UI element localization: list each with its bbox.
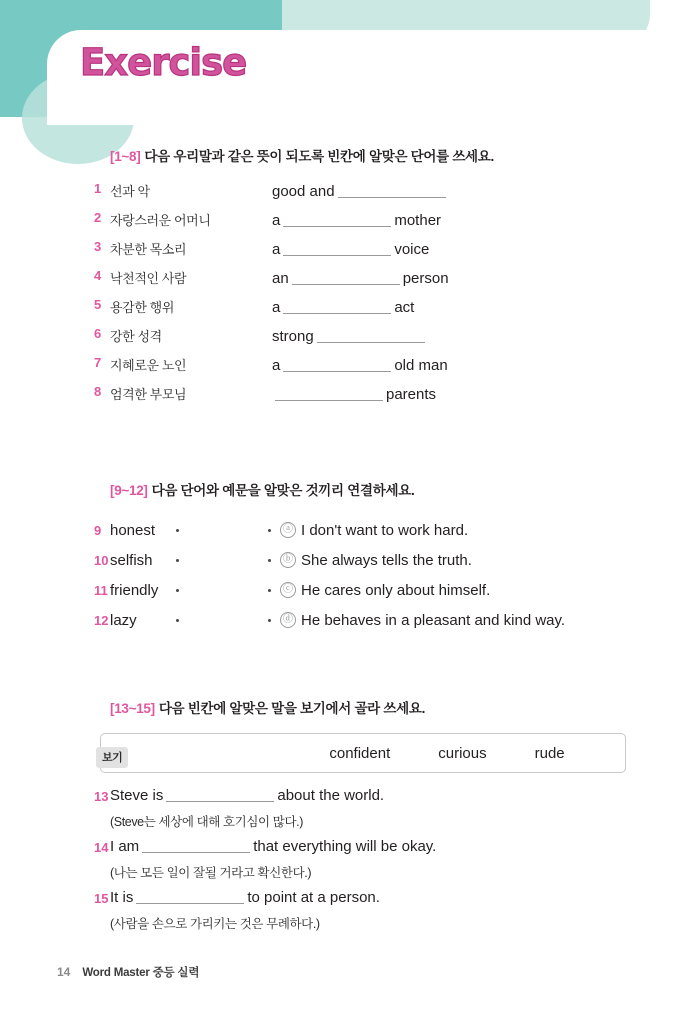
phrase-before: a: [272, 212, 281, 229]
matching-word: selfish: [110, 551, 153, 569]
question-number: 12: [94, 612, 109, 628]
page-number: 14: [57, 965, 71, 979]
sentence-korean: (사람을 손으로 가리키는 것은 무례하다.): [110, 917, 320, 931]
question-number: 2: [94, 210, 102, 225]
question-korean: 낙천적인 사람: [110, 271, 187, 286]
match-dot-right[interactable]: [268, 619, 271, 622]
question-korean: 지혜로운 노인: [110, 358, 187, 373]
choice-letter-icon: ⓐ: [280, 522, 296, 538]
section2-range: [9~12]: [110, 483, 148, 498]
section3-heading: [0, 697, 691, 717]
phrase-after: about the world.: [277, 787, 385, 804]
match-dot-right[interactable]: [268, 529, 271, 532]
phrase-before: Steve is: [110, 787, 164, 804]
section2-instruction: 다음 단어와 예문을 알맞은 것끼리 연결하세요.: [151, 483, 415, 498]
match-dot-left[interactable]: [176, 529, 179, 532]
phrase-before: a: [272, 299, 281, 316]
phrase-after: to point at a person.: [247, 889, 380, 906]
question-number: 6: [94, 326, 102, 341]
match-dot-right[interactable]: [268, 589, 271, 592]
question-english: [272, 328, 428, 345]
matching-row: [0, 605, 691, 635]
matching-word: honest: [110, 521, 156, 539]
answer-blank[interactable]: [338, 183, 446, 198]
section2-heading: [0, 479, 691, 499]
sentence-english: [110, 787, 691, 811]
answer-blank[interactable]: [283, 212, 391, 227]
phrase-after: that everything will be okay.: [253, 838, 437, 855]
sentence-english: [110, 838, 691, 862]
phrase-before: a: [272, 357, 281, 374]
sentence-question: [0, 787, 691, 830]
question-number: 1: [94, 181, 102, 196]
question-korean: 강한 성격: [110, 329, 162, 344]
page-body: [0, 125, 691, 940]
phrase-after: parents: [386, 386, 437, 403]
question-english: [272, 386, 436, 403]
question-english: [272, 357, 448, 374]
word-choice[interactable]: rude: [534, 744, 565, 762]
question-number: 15: [94, 891, 109, 906]
question-korean: 엄격한 부모님: [110, 387, 187, 402]
matching-sentence: I don't want to work hard.: [301, 521, 469, 539]
question-row: [0, 384, 691, 413]
match-dot-right[interactable]: [268, 559, 271, 562]
section3-instruction: 다음 빈칸에 알맞은 말을 보기에서 골라 쓰세요.: [158, 701, 426, 716]
section1-question-list: [0, 181, 691, 413]
word-choice-box: [100, 733, 626, 773]
section1-instruction: 다음 우리말과 같은 뜻이 되도록 빈칸에 알맞은 단어를 쓰세요.: [144, 149, 494, 164]
question-row: [0, 355, 691, 384]
phrase-after: person: [402, 270, 449, 287]
matching-word: friendly: [110, 581, 159, 599]
choice-letter-icon: ⓒ: [280, 582, 296, 598]
answer-blank[interactable]: [317, 328, 425, 343]
question-number: 3: [94, 239, 102, 254]
sentence-korean: (Steve는 세상에 대해 호기심이 많다.): [110, 815, 303, 829]
question-row: [0, 297, 691, 326]
phrase-before: I am: [110, 838, 140, 855]
question-korean: 선과 악: [110, 184, 150, 199]
answer-blank[interactable]: [283, 357, 391, 372]
matching-word: lazy: [110, 611, 137, 629]
section-fill-in-blank: [0, 145, 691, 413]
sentence-english: [110, 889, 691, 913]
answer-blank[interactable]: [166, 787, 274, 802]
question-number: 4: [94, 268, 102, 283]
phrase-before: an: [272, 270, 289, 287]
match-dot-left[interactable]: [176, 589, 179, 592]
phrase-before: a: [272, 241, 281, 258]
question-english: [272, 212, 441, 229]
question-number: 11: [94, 582, 108, 598]
question-english: [272, 270, 449, 287]
question-number: 13: [94, 789, 109, 804]
question-number: 8: [94, 384, 102, 399]
answer-blank[interactable]: [136, 889, 244, 904]
sentence-question: [0, 889, 691, 932]
matching-sentence: She always tells the truth.: [301, 551, 472, 569]
section1-heading: [0, 145, 691, 165]
question-row: [0, 210, 691, 239]
page-footer: [57, 964, 199, 980]
question-row: [0, 181, 691, 210]
match-dot-left[interactable]: [176, 619, 179, 622]
choice-letter-icon: ⓑ: [280, 552, 296, 568]
phrase-after: mother: [394, 212, 442, 229]
question-row: [0, 239, 691, 268]
question-english: [272, 241, 429, 258]
question-number: 9: [94, 522, 102, 538]
answer-blank[interactable]: [283, 241, 391, 256]
matching-sentence: He cares only about himself.: [301, 581, 491, 599]
sentence-korean: (나는 모든 일이 잘될 거라고 확신한다.): [110, 866, 312, 880]
phrase-before: strong: [272, 328, 314, 345]
section1-range: [1~8]: [110, 149, 141, 164]
section2-question-list: [0, 515, 691, 635]
question-number: 14: [94, 840, 109, 855]
matching-row: [0, 575, 691, 605]
question-korean: 용감한 행위: [110, 300, 175, 315]
book-title: Word Master 중등 실력: [82, 967, 200, 979]
word-choice[interactable]: curious: [438, 744, 487, 762]
question-number: 7: [94, 355, 102, 370]
matching-row: [0, 545, 691, 575]
sentence-question: [0, 838, 691, 881]
phrase-before: good and: [272, 183, 335, 200]
phrase-after: act: [394, 299, 415, 316]
question-english: [272, 299, 414, 316]
section3-range: [13~15]: [110, 701, 155, 716]
question-korean: 자랑스러운 어머니: [110, 213, 211, 228]
match-dot-left[interactable]: [176, 559, 179, 562]
answer-blank[interactable]: [283, 299, 391, 314]
matching-sentence: He behaves in a pleasant and kind way.: [301, 611, 566, 629]
question-row: [0, 326, 691, 355]
matching-row: [0, 515, 691, 545]
phrase-after: voice: [394, 241, 430, 258]
word-choice[interactable]: confident: [329, 744, 391, 762]
question-korean: 차분한 목소리: [110, 242, 187, 257]
answer-blank[interactable]: [142, 838, 250, 853]
section-word-box: [0, 697, 691, 932]
page-title: Exercise: [80, 41, 247, 84]
word-box-label: 보기: [96, 747, 128, 768]
phrase-after: old man: [394, 357, 448, 374]
choice-letter-icon: ⓓ: [280, 612, 296, 628]
section-matching: [0, 479, 691, 635]
answer-blank[interactable]: [292, 270, 400, 285]
section3-question-list: [0, 787, 691, 932]
phrase-before: It is: [110, 889, 134, 906]
question-english: [272, 183, 449, 200]
question-number: 10: [94, 552, 109, 568]
question-number: 5: [94, 297, 102, 312]
question-row: [0, 268, 691, 297]
answer-blank[interactable]: [275, 386, 383, 401]
